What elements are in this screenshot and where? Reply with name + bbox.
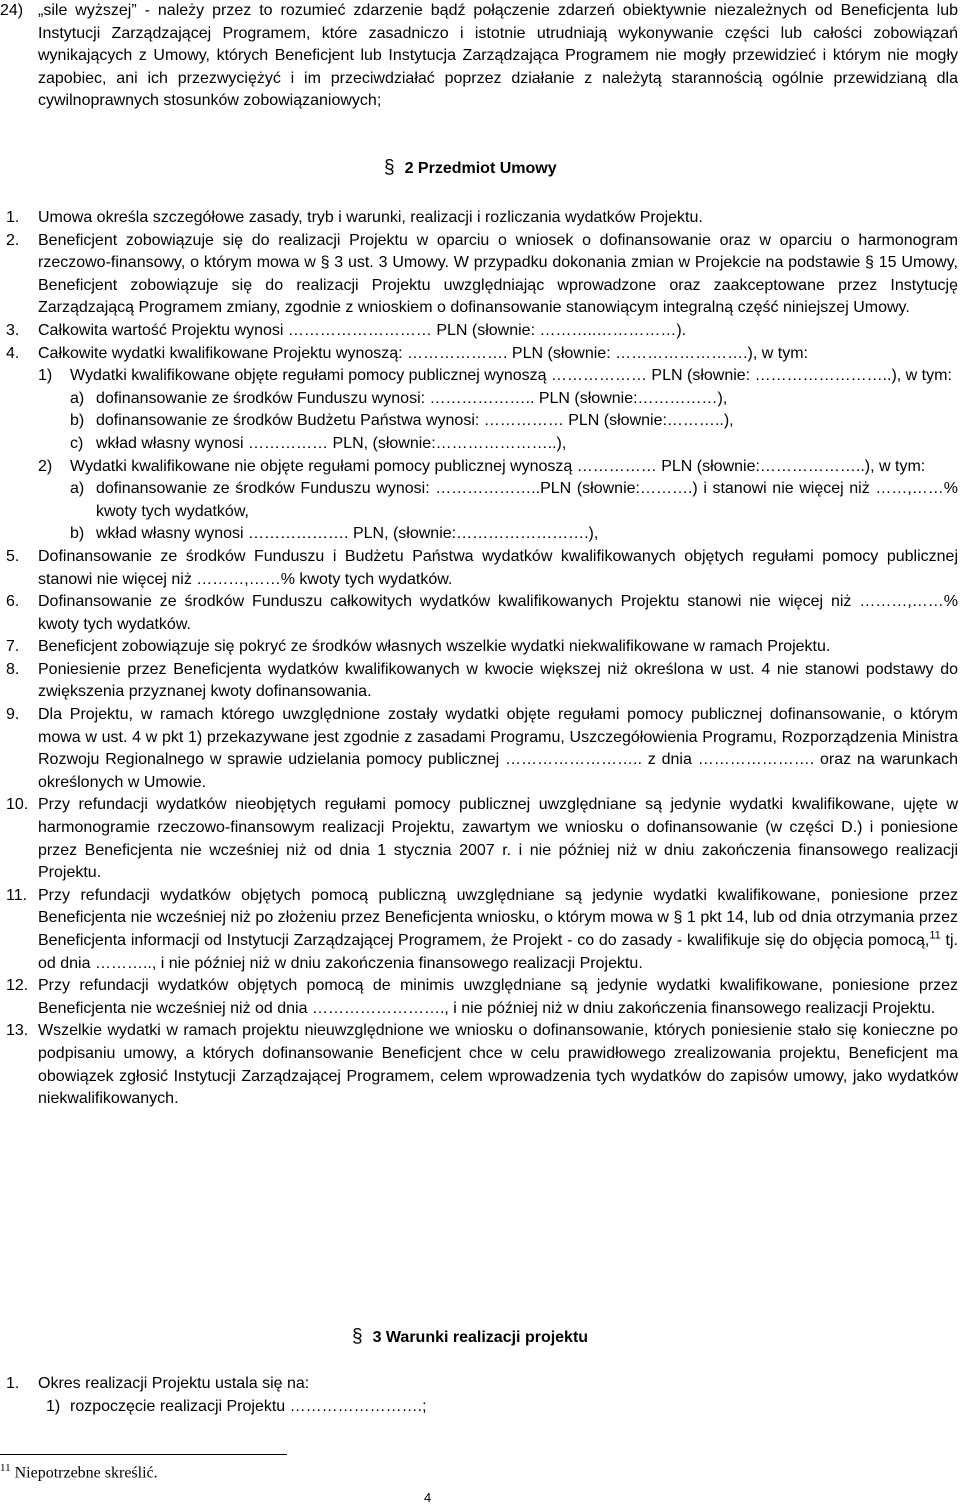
item-letter: b): [70, 525, 85, 543]
section-2-title: 2 Przedmiot Umowy: [404, 160, 557, 177]
item-letter: b): [70, 412, 85, 430]
clause-text: Całkowite wydatki kwalifikowane Projektu wynoszą: ………………. PLN (słownie: …………………….), w tym:: [38, 344, 808, 362]
clause-text: Dofinansowanie ze środków Funduszu i Budżetu Państwa wydatków kwalifikowanych objętych regułami pomocy publicznej stanowi nie więcej niż ………,……% kwoty tych wydatków.: [38, 547, 958, 588]
footnote-number: 11: [0, 1462, 11, 1474]
clause-2-12: [6, 975, 958, 1020]
clause-2-8: [6, 659, 958, 704]
page-number: 4: [424, 1490, 432, 1505]
clause-text: Beneficjent zobowiązuje się pokryć ze środków własnych wszelkie wydatki niekwalifikowane w ramach Projektu.: [38, 638, 831, 656]
clause-text: Przy refundacji wydatków objętych pomocą de minimis uwzględniane są jedynie wydatki kwalifikowane, poniesione przez Beneficjenta nie wcześniej niż od dnia ……………………., i nie później niż w dniu zakończenia finansowego realizacji Projektu.: [38, 977, 958, 1017]
clause-2-4-1-c: [70, 433, 958, 456]
subclause-text: Wydatki kwalifikowane objęte regułami pomocy publicznej wynoszą ……………… PLN (słownie: ……………………..), w tym:: [70, 367, 952, 385]
paragraph-sign: §: [352, 1326, 363, 1347]
clause-number: 13.: [6, 1022, 29, 1040]
clause-2-4: [6, 343, 958, 366]
section-3-title: 3 Warunki realizacji projektu: [372, 1329, 589, 1346]
definition-number: 24): [0, 2, 24, 19]
clause-2-4-1-b: [70, 410, 958, 433]
clause-text: Przy refundacji wydatków nieobjętych regułami pomocy publicznej uwzględniane są jedynie wydatki kwalifikowane, ujęte w harmonogramie rzeczowo-finansowym realizacji Projektu, zawartym we wniosku o dofinansowanie (w części D.) i poniesione przez Beneficjenta nie wcześniej niż od dnia 1 stycznia 2007 r. i nie później niż w dniu zakończenia finansowego realizacji Projektu.: [38, 796, 958, 882]
clause-3-1: [6, 1373, 958, 1396]
clause-2-4-1-a: [70, 388, 958, 411]
clause-number: 12.: [6, 977, 29, 995]
clause-text: [38, 885, 958, 975]
clause-2-4-2-b: [70, 523, 958, 546]
clause-2-6: [6, 591, 958, 636]
clause-number: 6.: [6, 593, 20, 611]
clause-number: 8.: [6, 660, 20, 678]
footnote: [0, 1462, 158, 1482]
clause-text: Umowa określa szczegółowe zasady, tryb i warunki, realizacji i rozliczania wydatków Projektu.: [38, 209, 703, 226]
section-3-heading: [352, 1326, 588, 1349]
clause-2-7: [6, 636, 958, 659]
definition-text: „sile wyższej” - należy przez to rozumieć zdarzenie bądź połączenie zdarzeń obiektywnie niezależnych od Beneficjenta lub Instytucji Zarządzającej Programem, które zasadniczo i istotnie utrudniają wykonywanie części lub całości zobowiązań wynikających z Umowy, których Beneficjent lub Instytucja Zarządzająca Programem nie mogły przewidzieć i którym nie mogły zapobiec, ani ich przezwyciężyć i im przeciwdziałać poprzez działanie z należytą starannością ogólnie przewidzianą dla cywilnoprawnych stosunków zobowiązaniowych;: [38, 2, 958, 110]
clause-number: 1.: [6, 209, 20, 226]
clause-number: 5.: [6, 547, 20, 565]
footnote-text: Niepotrzebne skreślić.: [14, 1464, 158, 1482]
item-text: dofinansowanie ze środków Budżetu Państwa wynosi: …………… PLN (słownie:………..),: [96, 412, 734, 430]
item-text: wkład własny wynosi …………… PLN, (słownie:…………………..),: [96, 434, 567, 452]
clause-text: Dofinansowanie ze środków Funduszu całkowitych wydatków kwalifikowanych Projektu stanowi nie więcej niż ………,……% kwoty tych wydatków.: [38, 593, 958, 633]
clause-text-part: tj. od dnia ……….., i nie później niż w dniu zakończenia finansowego realizacji Projektu.: [38, 932, 959, 972]
item-text: dofinansowanie ze środków Funduszu wynosi: ……………….. PLN (słownie:……………),: [96, 389, 728, 407]
clause-text: Dla Projektu, w ramach którego uwzględnione zostały wydatki objęte regułami pomocy publicznej dofinansowanie, o którym mowa w ust. 4 w pkt 1) przekazywane jest zgodnie z zasadami Programu, Uszczegółowienia Programu, Rozporządzenia Ministra Rozwoju Regionalnego w sprawie udzielania pomocy publicznej …………………….. z dnia …………………. oraz na warunkach określonych w Umowie.: [38, 706, 958, 791]
clause-text: Wszelkie wydatki w ramach projektu nieuwzględnione we wniosku o dofinansowanie, których poniesienie stało się konieczne po podpisaniu umowy, a których dofinansowanie Beneficjent chce w celu prawidłowego zrealizowania projektu, Beneficjent ma obowiązek zgłosić Instytucji Zarządzającej Programem, celem wprowadzenia tych wydatków do zapisów umowy, jako wydatków niekwalifikowanych.: [38, 1022, 958, 1108]
footnote-reference: 11: [929, 929, 941, 942]
clause-text-part: Przy refundacji wydatków objętych pomocą publiczną uwzględniane są jedynie wydatki kwalifikowane, poniesione przez Beneficjenta nie wcześniej niż po złożeniu przez Beneficjenta wniosku, o którym mowa w § 1 pkt 14, lub od dnia otrzymania przez Beneficjenta informacji od Instytucji Zarządzającej Programem, że Projekt - co do zasady - kwalifikuje się do objęcia pomocą,: [38, 886, 958, 949]
clause-text: Okres realizacji Projektu ustala się na:: [38, 1375, 310, 1392]
section-2-body: [6, 207, 958, 1111]
clause-text: Poniesienie przez Beneficjenta wydatków kwalifikowanych w kwocie większej niż określona w ust. 4 nie stanowi podstawy do zwiększenia przyznanej kwoty dofinansowania.: [38, 660, 958, 701]
clause-2-3: [6, 320, 958, 343]
clause-2-2: [6, 230, 958, 320]
clause-3-1-1: [46, 1396, 958, 1419]
clause-number: 1.: [6, 1375, 20, 1392]
item-letter: a): [70, 480, 85, 498]
item-letter: c): [70, 434, 84, 452]
clause-2-11: [6, 885, 958, 975]
clause-2-4-2: [38, 456, 958, 479]
subclause-number: 1): [46, 1397, 61, 1415]
clause-number: 7.: [6, 638, 20, 656]
clause-2-4-1: [38, 365, 958, 388]
clause-text: Beneficjent zobowiązuje się do realizacji Projektu w oparciu o wniosek o dofinansowanie oraz w oparciu o harmonogram rzeczowo-finansowy, o którym mowa w § 3 ust. 3 Umowy. W przypadku dokonania zmian w Projekcie na podstawie § 15 Umowy, Beneficjent zobowiązuje się do realizacji Projektu uwzględniając wprowadzone oraz zaakceptowane przez Instytucję Zarządzającą Programem zmiany, zgodnie z wnioskiem o dofinansowanie stanowiącym integralną część niniejszej Umowy.: [38, 231, 958, 317]
clause-2-4-2-a: [70, 478, 958, 523]
clause-2-1: [6, 207, 958, 230]
subclause-text: rozpoczęcie realizacji Projektu …………………….;: [70, 1397, 427, 1415]
footnote-separator: [0, 1454, 287, 1455]
item-letter: a): [70, 389, 85, 407]
clause-2-5: [6, 546, 958, 591]
clause-number: 9.: [6, 706, 20, 724]
paragraph-sign: §: [384, 157, 395, 178]
subclause-number: 1): [38, 367, 53, 385]
section-2-heading: [384, 157, 557, 180]
clause-2-10: [6, 794, 958, 884]
clause-number: 3.: [6, 321, 20, 339]
clause-number: 10.: [6, 796, 29, 814]
clause-2-13: [6, 1020, 958, 1110]
definition-24: [0, 0, 958, 113]
subclause-number: 2): [38, 457, 53, 475]
clause-2-9: [6, 704, 958, 794]
clause-number: 2.: [6, 231, 20, 249]
clause-text: Całkowita wartość Projektu wynosi ……………………… PLN (słownie: ………..……………).: [38, 321, 687, 339]
item-text: wkład własny wynosi ………………. PLN, (słownie:…………………….),: [96, 525, 599, 543]
subclause-text: Wydatki kwalifikowane nie objęte regułami pomocy publicznej wynoszą …………… PLN (słownie:………………..), w tym:: [70, 457, 926, 475]
section-3-body: [6, 1373, 958, 1418]
clause-number: 11.: [6, 886, 28, 904]
item-text: dofinansowanie ze środków Funduszu wynosi: ………………..PLN (słownie:……….) i stanowi nie więcej niż ……,……% kwoty tych wydatków,: [96, 480, 958, 520]
clause-number: 4.: [6, 344, 20, 362]
